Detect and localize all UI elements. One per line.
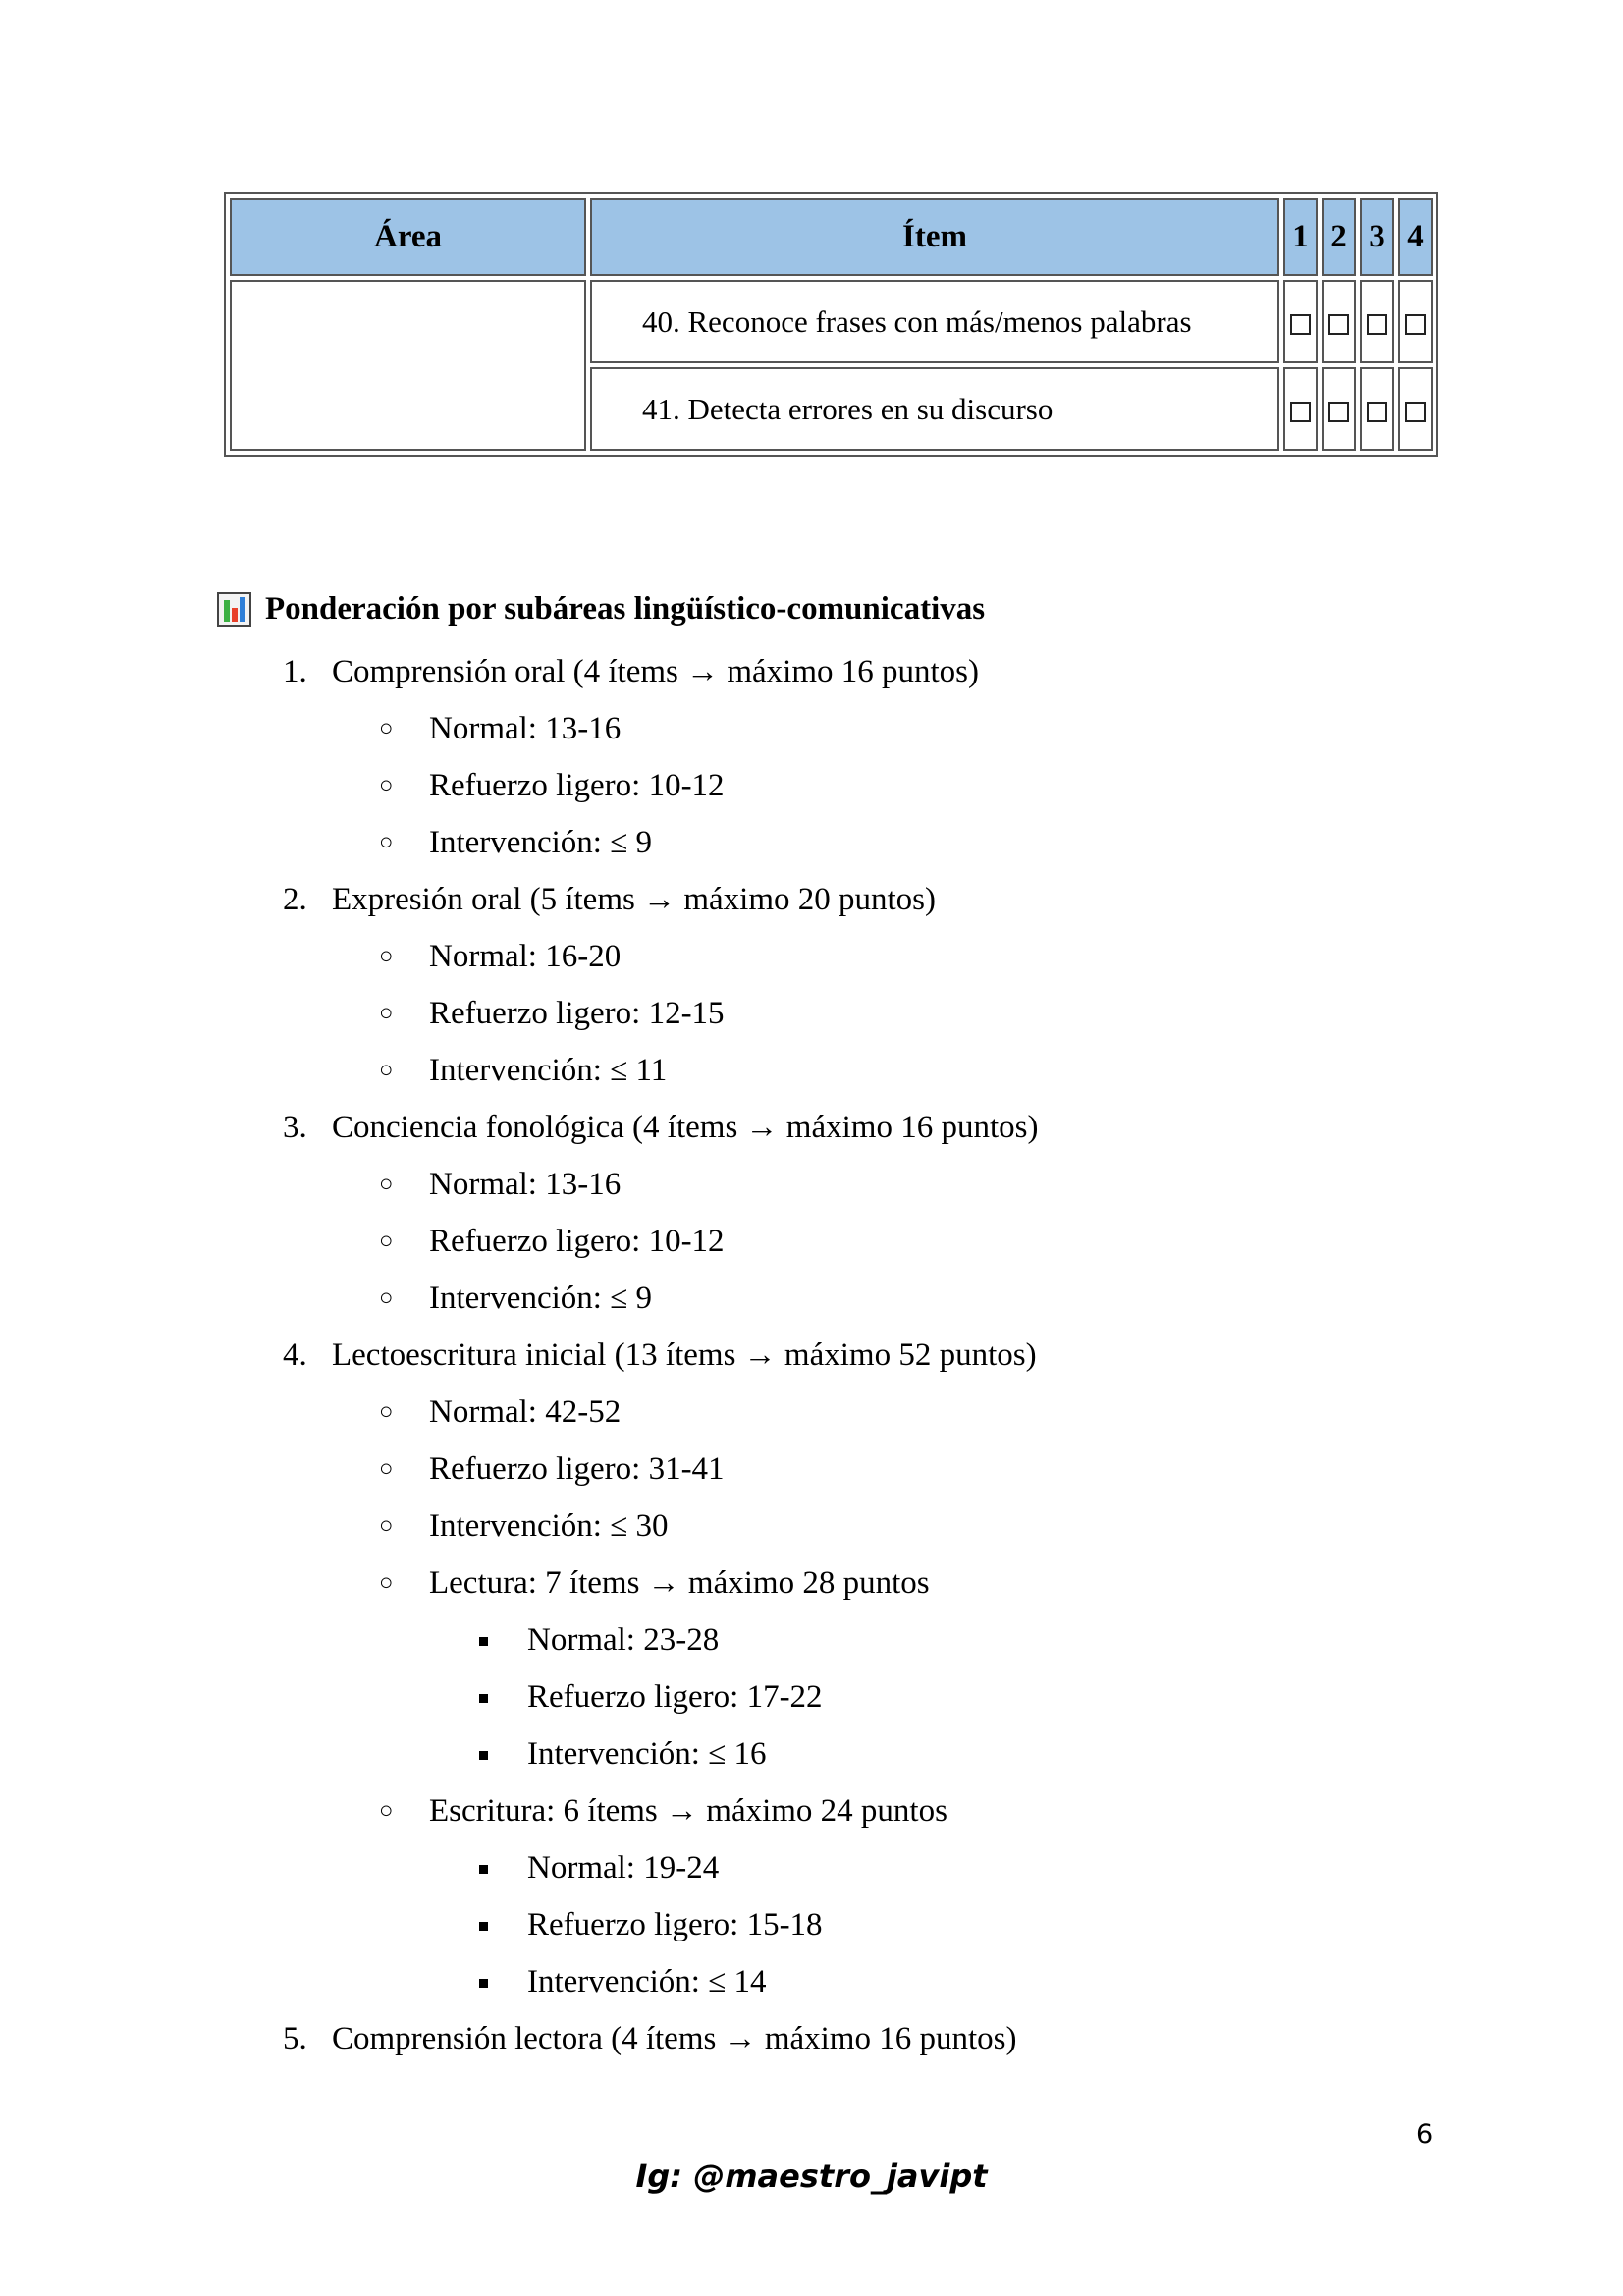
checkbox-icon[interactable] xyxy=(1290,402,1311,422)
list-text: Comprensión oral (4 ítems → máximo 16 puntos) xyxy=(332,654,980,689)
checkbox-icon[interactable] xyxy=(1405,314,1426,335)
circle-bullet-icon: ○ xyxy=(379,716,394,741)
circle-bullet-icon: ○ xyxy=(379,1456,394,1482)
sub-sub-text: Refuerzo ligero: 17-22 xyxy=(527,1679,823,1715)
sub-text: Lectura: 7 ítems → máximo 28 puntos xyxy=(429,1565,930,1601)
evaluation-table xyxy=(224,192,1438,457)
section-heading xyxy=(217,591,985,628)
circle-bullet-icon: ○ xyxy=(379,1229,394,1254)
sub-text: Intervención: ≤ 11 xyxy=(429,1053,668,1088)
sub-sub-text: Intervención: ≤ 16 xyxy=(527,1736,767,1772)
list-number: 1. xyxy=(283,654,307,689)
section-title: Ponderación por subáreas lingüístico-comunicativas xyxy=(265,591,986,627)
header-score-4: 4 xyxy=(1398,198,1433,276)
checkbox-icon[interactable] xyxy=(1328,402,1349,422)
sub-sub-text: Normal: 19-24 xyxy=(527,1850,720,1886)
checkbox-icon[interactable] xyxy=(1367,314,1387,335)
header-score-2: 2 xyxy=(1322,198,1356,276)
area-cell xyxy=(230,280,586,451)
header-score-3: 3 xyxy=(1360,198,1394,276)
circle-bullet-icon: ○ xyxy=(379,1513,394,1539)
sub-text: Normal: 13-16 xyxy=(429,711,622,746)
score-cell-2 xyxy=(1322,367,1356,451)
square-bullet-icon xyxy=(479,1865,488,1874)
score-cell-2 xyxy=(1322,280,1356,363)
list-number: 3. xyxy=(283,1110,307,1145)
list-text: Conciencia fonológica (4 ítems → máximo 16 puntos) xyxy=(332,1110,1039,1145)
square-bullet-icon xyxy=(479,1751,488,1760)
sub-text: Normal: 13-16 xyxy=(429,1167,622,1202)
list-text: Lectoescritura inicial (13 ítems → máximo 52 puntos) xyxy=(332,1338,1037,1373)
score-cell-1 xyxy=(1283,280,1318,363)
sub-text: Escritura: 6 ítems → máximo 24 puntos xyxy=(429,1793,947,1829)
sub-text: Refuerzo ligero: 12-15 xyxy=(429,996,725,1031)
list-number: 4. xyxy=(283,1338,307,1373)
circle-bullet-icon: ○ xyxy=(379,944,394,969)
circle-bullet-icon: ○ xyxy=(379,773,394,798)
sub-text: Refuerzo ligero: 31-41 xyxy=(429,1451,725,1487)
bar-chart-icon xyxy=(217,592,251,627)
score-cell-1 xyxy=(1283,367,1318,451)
list-number: 5. xyxy=(283,2021,307,2056)
square-bullet-icon xyxy=(479,1922,488,1931)
list-text: Expresión oral (5 ítems → máximo 20 puntos) xyxy=(332,882,936,917)
square-bullet-icon xyxy=(479,1637,488,1646)
score-cell-3 xyxy=(1360,280,1394,363)
circle-bullet-icon: ○ xyxy=(379,1798,394,1824)
table-header-row xyxy=(230,198,1433,276)
header-area: Área xyxy=(230,198,586,276)
checkbox-icon[interactable] xyxy=(1328,314,1349,335)
circle-bullet-icon: ○ xyxy=(379,1570,394,1596)
sub-sub-text: Normal: 23-28 xyxy=(527,1622,720,1658)
circle-bullet-icon: ○ xyxy=(379,830,394,855)
checkbox-icon[interactable] xyxy=(1367,402,1387,422)
item-cell: 40. Reconoce frases con más/menos palabras xyxy=(590,280,1279,363)
item-cell: 41. Detecta errores en su discurso xyxy=(590,367,1279,451)
square-bullet-icon xyxy=(479,1694,488,1703)
circle-bullet-icon: ○ xyxy=(379,1399,394,1425)
sub-text: Intervención: ≤ 9 xyxy=(429,1281,653,1316)
page-number: 6 xyxy=(1416,2119,1434,2150)
sub-text: Refuerzo ligero: 10-12 xyxy=(429,1224,725,1259)
circle-bullet-icon: ○ xyxy=(379,1058,394,1083)
sub-text: Normal: 42-52 xyxy=(429,1394,622,1430)
sub-text: Refuerzo ligero: 10-12 xyxy=(429,768,725,803)
sub-sub-text: Refuerzo ligero: 15-18 xyxy=(527,1907,823,1942)
square-bullet-icon xyxy=(479,1979,488,1988)
header-item: Ítem xyxy=(590,198,1279,276)
score-cell-3 xyxy=(1360,367,1394,451)
list-text: Comprensión lectora (4 ítems → máximo 16 puntos) xyxy=(332,2021,1017,2056)
checkbox-icon[interactable] xyxy=(1290,314,1311,335)
sub-text: Normal: 16-20 xyxy=(429,939,622,974)
header-score-1: 1 xyxy=(1283,198,1318,276)
score-cell-4 xyxy=(1398,280,1433,363)
circle-bullet-icon: ○ xyxy=(379,1285,394,1311)
footer-handle: Ig: @maestro_javipt xyxy=(635,2158,988,2195)
circle-bullet-icon: ○ xyxy=(379,1172,394,1197)
circle-bullet-icon: ○ xyxy=(379,1001,394,1026)
table-row xyxy=(230,280,1433,363)
sub-sub-text: Intervención: ≤ 14 xyxy=(527,1964,767,1999)
sub-text: Intervención: ≤ 30 xyxy=(429,1508,669,1544)
checkbox-icon[interactable] xyxy=(1405,402,1426,422)
sub-text: Intervención: ≤ 9 xyxy=(429,825,653,860)
list-number: 2. xyxy=(283,882,307,917)
score-cell-4 xyxy=(1398,367,1433,451)
